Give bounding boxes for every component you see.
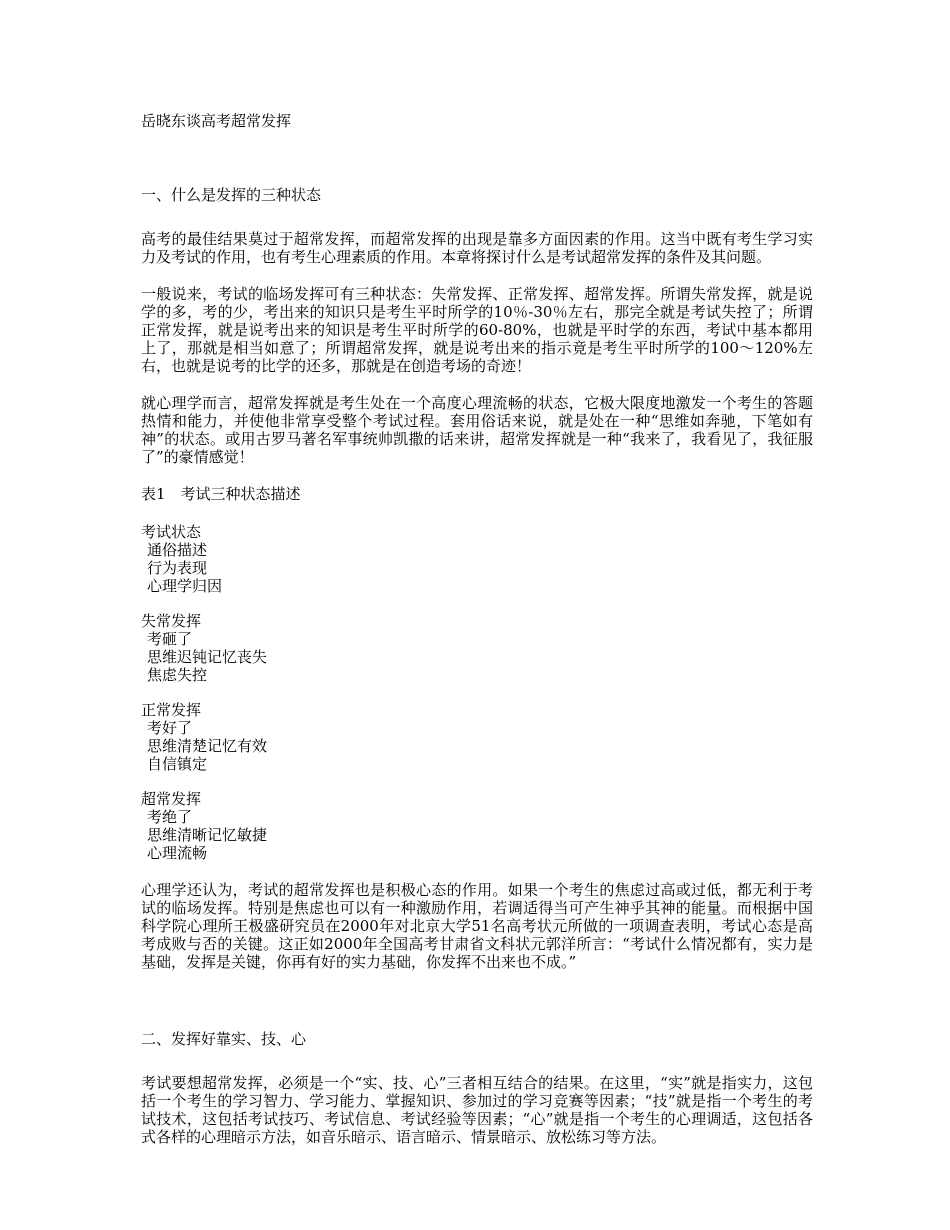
state-table [141, 523, 813, 862]
table-cell: 自信镇定 [147, 755, 208, 773]
table-group [141, 523, 813, 595]
section-1-heading: 一、什么是发挥的三种状态 [141, 186, 322, 204]
table-cell: 思维清晰记忆敏捷 [147, 826, 268, 844]
section-2-paragraph-1: 考试要想超常发挥，必须是一个“实、技、心”三者相互结合的结果。在这里，“实”就是指实力，这包括一个考生的学习智力、学习能力、掌握知识、参加过的学习竞赛等因素；“技”就是指一个考生的考试技术，这包括考试技巧、考试信息、考试经验等因素；“心”就是指一个考生的心理调适，这包括各式各样的心理暗示方法，如音乐暗示、语言暗示、情景暗示、放松练习等方法。 [141, 1074, 813, 1146]
section-1-paragraph-3: 就心理学而言，超常发挥就是考生处在一个高度心理流畅的状态，它极大限度地激发一个考生的答题热情和能力，并使他非常享受整个考试过程。套用俗话来说，就是处在一种“思维如奔驰，下笔如有神”的状态。或用古罗马著名军事统帅凯撒的话来讲，超常发挥就是一种“我来了，我看见了，我征服了”的豪情感觉！ [141, 394, 813, 466]
document-page [141, 112, 813, 1165]
section-1-paragraph-4: 心理学还认为，考试的超常发挥也是积极心态的作用。如果一个考生的焦虑过高或过低，都无利于考试的临场发挥。特别是焦虑也可以有一种激励作用，若调适得当可产生神乎其神的能量。而根据中国科学院心理所王极盛研究员在2000年对北京大学51名高考状元所做的一项调查表明，考试心态是高考成败与否的关键。这正如2000年全国高考甘肃省文科状元郭洋所言：“考试什么情况都有，实力是基础，发挥是关键，你再有好的实力基础，你发挥不出来也不成。” [141, 881, 813, 971]
table-group-head: 超常发挥 [141, 790, 202, 808]
table-cell: 心理流畅 [147, 844, 208, 862]
table-group [141, 701, 813, 773]
table-cell: 思维清楚记忆有效 [147, 737, 268, 755]
table-cell: 考砸了 [147, 630, 193, 648]
section-1-paragraph-2: 一般说来，考试的临场发挥可有三种状态：失常发挥、正常发挥、超常发挥。所谓失常发挥，就是说学的多，考的少，考出来的知识只是考生平时所学的10％-30％左右，那完全就是考试失控了；所谓正常发挥，就是说考出来的知识是考生平时所学的60-80%，也就是平时学的东西，考试中基本都用上了，那就是相当如意了；所谓超常发挥，就是说考出来的指示竟是考生平时所学的100～120%左右，也就是说考的比学的还多，那就是在创造考场的奇迹！ [141, 285, 813, 375]
table-cell: 行为表现 [147, 559, 208, 577]
table-cell: 思维迟钝记忆丧失 [147, 648, 268, 666]
spacer [141, 990, 813, 1030]
table-group [141, 790, 813, 862]
table-cell: 通俗描述 [147, 541, 208, 559]
table-cell: 焦虑失控 [147, 666, 208, 684]
table-caption: 表1 考试三种状态描述 [141, 485, 301, 503]
section-2-heading: 二、发挥好靠实、技、心 [141, 1030, 307, 1048]
section-1-paragraph-1: 高考的最佳结果莫过于超常发挥，而超常发挥的出现是靠多方面因素的作用。这当中既有考生学习实力及考试的作用，也有考生心理素质的作用。本章将探讨什么是考试超常发挥的条件及其问题。 [141, 230, 813, 266]
document-title: 岳晓东谈高考超常发挥 [141, 112, 292, 130]
table-group-head: 考试状态 [141, 523, 202, 541]
table-group [141, 612, 813, 684]
table-group-head: 正常发挥 [141, 701, 202, 719]
table-group-head: 失常发挥 [141, 612, 202, 630]
table-cell: 心理学归因 [147, 577, 223, 595]
table-cell: 考好了 [147, 719, 193, 737]
table-cell: 考绝了 [147, 808, 193, 826]
